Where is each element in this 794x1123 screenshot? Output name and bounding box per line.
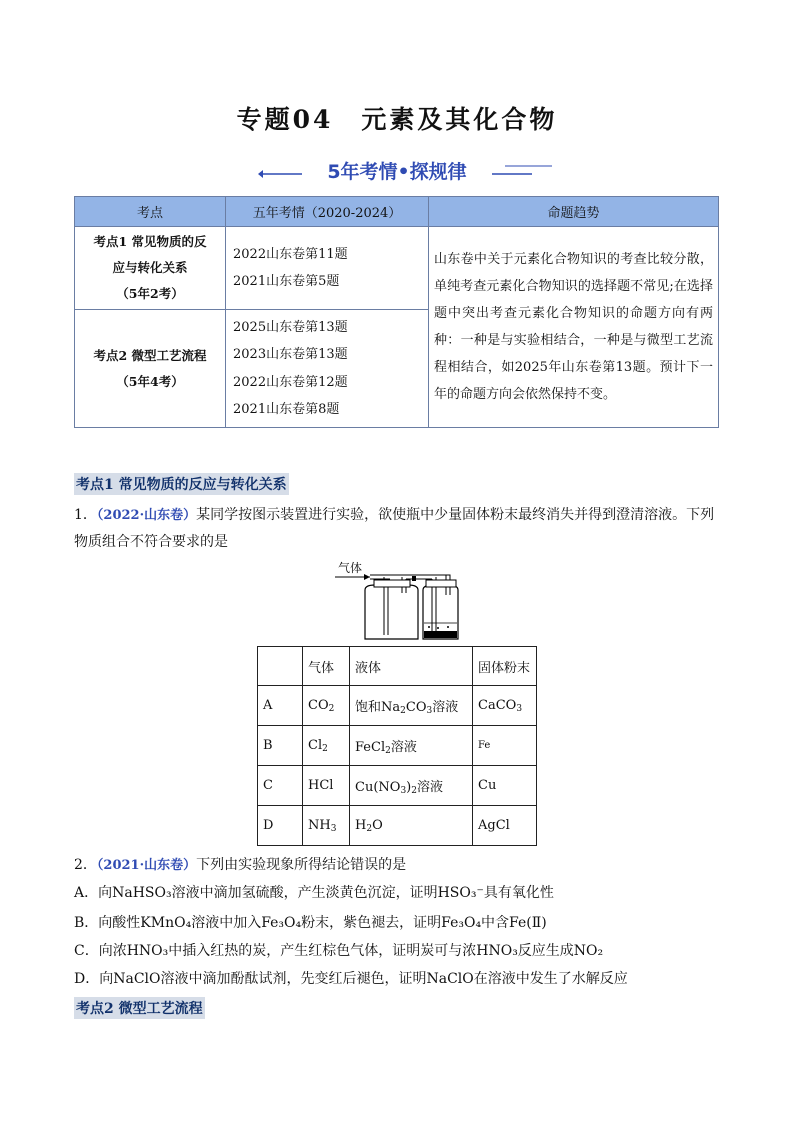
table-row: D $NH_3$ $H_2O$ AgCl: [258, 806, 537, 846]
question-source: （2021·山东卷）: [96, 858, 197, 873]
section-heading-2: 考点2 微型工艺流程: [74, 997, 205, 1019]
table-row: B $Cl_2$ FeCl$_2$溶液 Fe: [258, 726, 537, 766]
header-wunian: 五年考情（2020-2024）: [226, 197, 429, 227]
col-liquid: 液体: [350, 647, 473, 686]
q2-option-c: C．向浓HNO₃中插入红热的炭，产生红棕色气体，证明炭可与浓HNO₃反应生成NO₂: [74, 943, 604, 959]
header-trend: 命题趋势: [429, 197, 719, 227]
trend-text: 山东卷中关于元素化合物知识的考查比较分散，单纯考查元素化合物知识的选择题不常见;在选择题中突出考查元素化合物知识的命题方向有两种：一种是与实验相结合，一种是与微型工艺流程相结合，如2025年山东卷第13题。预计下一年的命题方向会依然保持不变。: [429, 227, 719, 428]
question-1: 1．（2022·山东卷）某同学按图示装置进行实验，欲使瓶中少量固体粉末最终消失并得到澄清溶液。下列物质组合不符合要求的是: [74, 507, 715, 550]
header-kaodian: 考点: [75, 197, 226, 227]
kaodian-2: 考点2 微型工艺流程 （5年4考）: [75, 310, 226, 428]
years-2: 2025山东卷第13题 2023山东卷第13题 2022山东卷第12题 2021山东卷第8题: [226, 310, 429, 428]
question-2: 2．（2021·山东卷）下列由实验现象所得结论错误的是: [74, 857, 407, 873]
q2-option-b: B．向酸性KMnO₄溶液中加入Fe₃O₄粉末，紫色褪去，证明Fe₃O₄中含Fe(Ⅱ): [74, 915, 547, 931]
q2-option-a: A．向NaHSO₃溶液中滴加氢硫酸，产生淡黄色沉淀，证明HSO₃⁻具有氧化性: [74, 885, 554, 901]
summary-table: [74, 196, 719, 428]
page-title: 专题04 元素及其化合物: [236, 105, 558, 134]
gas-bottles-figure: [330, 555, 470, 645]
options-table: [257, 646, 537, 846]
figure-gas-label: 气体: [338, 561, 363, 575]
col-gas: 气体: [303, 647, 350, 686]
q2-option-d: D．向NaClO溶液中滴加酚酞试剂，先变红后褪色，证明NaClO在溶液中发生了水解反应: [74, 971, 628, 987]
question-source: （2022·山东卷）: [96, 508, 197, 523]
section-heading-1: 考点1 常见物质的反应与转化关系: [74, 473, 289, 495]
table-row: C HCl $Cu(NO_3)_2$溶液 Cu: [258, 766, 537, 806]
banner-title: 5年考情•探规律: [327, 161, 467, 183]
table-row: A $CO_2$ 饱和$Na_2CO_3$溶液 CaCO$_3$: [258, 686, 537, 726]
kaodian-1: 考点1 常见物质的反 应与转化关系 （5年2考）: [75, 227, 226, 310]
years-1: 2022山东卷第11题 2021山东卷第5题: [226, 227, 429, 310]
col-solid: 固体粉末: [473, 647, 537, 686]
